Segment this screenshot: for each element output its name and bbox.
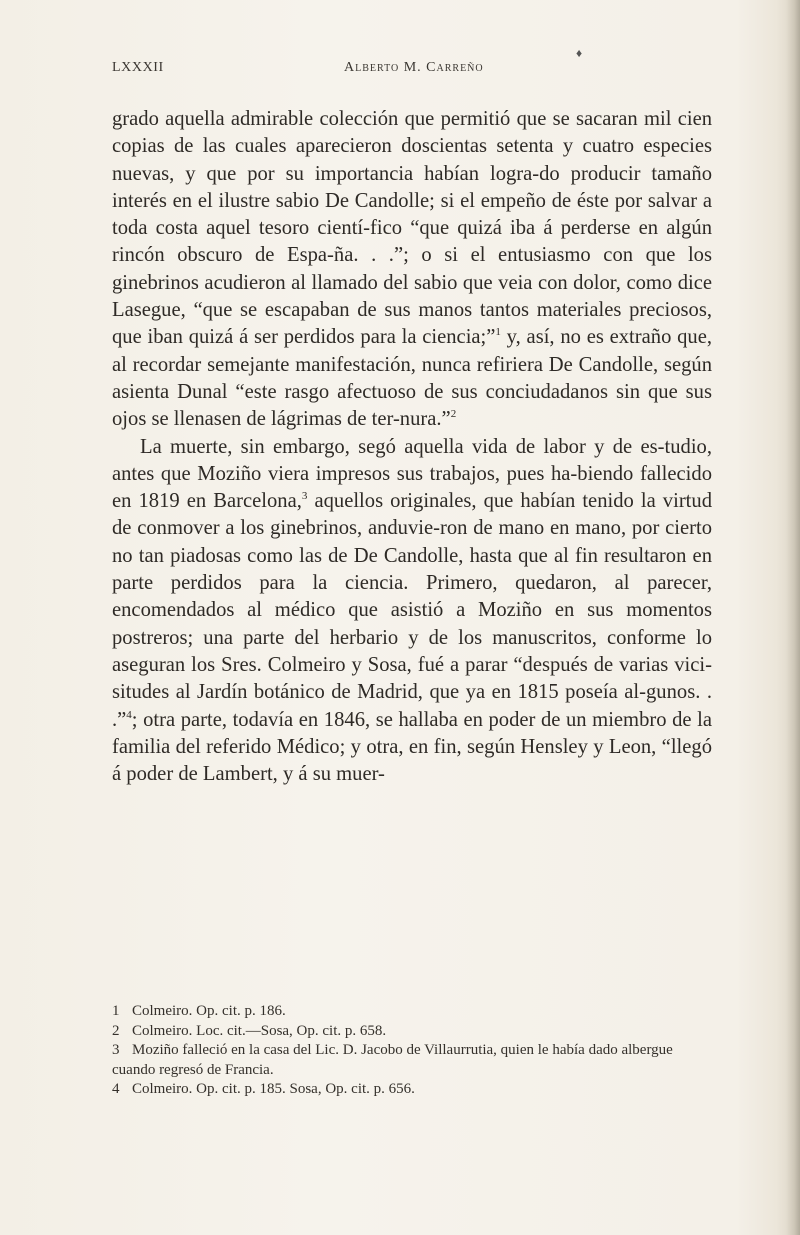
footnote-text: Colmeiro. Op. cit. p. 185. Sosa, Op. cit. p. 656. [132,1081,415,1097]
paragraph-1-text: grado aquella admirable colección que permitió que se sacaran mil cien copias de las cuales aparecieron doscientas setenta y cuatro especies nuevas, y que por su importancia habían logra-do producir tamaño interés en el ilustre sabio De Candolle; si el empeño de éste por salvar a toda costa aquel tesoro cientí-fico “que quizá iba á perderse en algún rincón obscuro de Espa-ña. . .”; o si el entusiasmo con que los ginebrinos acudieron al llamado del sabio que veia con dolor, como dice Lasegue, “que se escapaban de sus manos tantos materiales preciosos, que iban quizá á ser perdidos para la ciencia;” [112,108,712,349]
running-title: Alberto M. Carreño [344,60,484,75]
page-folio: LXXXII [112,60,164,75]
paragraph-1 [112,106,712,434]
printer-mark-icon: ♦ [576,46,583,60]
paragraph-2 [112,434,712,789]
footnote-text: Moziño falleció en la casa del Lic. D. Jacobo de Villaurrutia, quien le había dado albergue cuando regresó de Francia. [112,1042,673,1078]
footnote-ref-1: 1 [495,326,501,339]
page-edge-shadow [786,0,800,1235]
paragraph-2-tail: aquellos originales, que habían tenido la virtud de conmover a los ginebrinos, anduvie-ron de mano en mano, por cierto no tan piadosas como las de De Candolle, hasta que al fin resultaron en parte perdidos para la ciencia. Primero, quedaron, al parecer, encomendados al médico que asistió a Moziño en sus momentos postreros; una parte del herbario y de los manuscritos, conforme lo aseguran los Sres. Colmeiro y Sosa, fué a parar “después de varias vici-situdes al Jardín botánico de Madrid, que ya en 1815 poseía al-gunos. . .” [112,490,712,731]
footnote-number: 2 [112,1022,120,1039]
footnote-number: 3 [112,1042,120,1058]
footnote-4 [112,1080,712,1100]
footnote-text: Colmeiro. Op. cit. p. 186. [132,1003,286,1019]
footnote-ref-3: 3 [301,490,308,503]
footnote-1 [112,1002,712,1022]
paragraph-1-tail: y, así, no es extraño que, al recordar semejante manifestación, nunca refiriera De Candolle, según asienta Dunal “este rasgo afectuoso de sus conciudadanos sin que sus ojos se llenasen de lágrimas de ter-nura.” [112,326,713,431]
footnotes [112,1002,712,1100]
footnote-ref-4: 4 [126,708,132,721]
footnote-2 [112,1022,712,1042]
footnote-text: Colmeiro. Loc. cit.—Sosa, Op. cit. p. 658. [132,1022,387,1039]
footnote-3 [112,1041,712,1080]
paragraph-2-tail-2: ; otra parte, todavía en 1846, se hallaba en poder de un miembro de la familia del referido Médico; y otra, en fin, según Hensley y Leon, “llegó á poder de Lambert, y á su muer- [112,708,712,786]
footnote-number: 1 [112,1003,120,1019]
main-text [112,106,712,788]
footnote-number: 4 [112,1081,120,1097]
footnote-ref-2: 2 [450,408,457,421]
paragraph-2-text: La muerte, sin embargo, segó aquella vida de labor y de es-tudio, antes que Moziño viera impresos sus trabajos, pues ha-biendo fallecido en 1819 en Barcelona, [112,435,712,513]
running-header [112,46,712,84]
